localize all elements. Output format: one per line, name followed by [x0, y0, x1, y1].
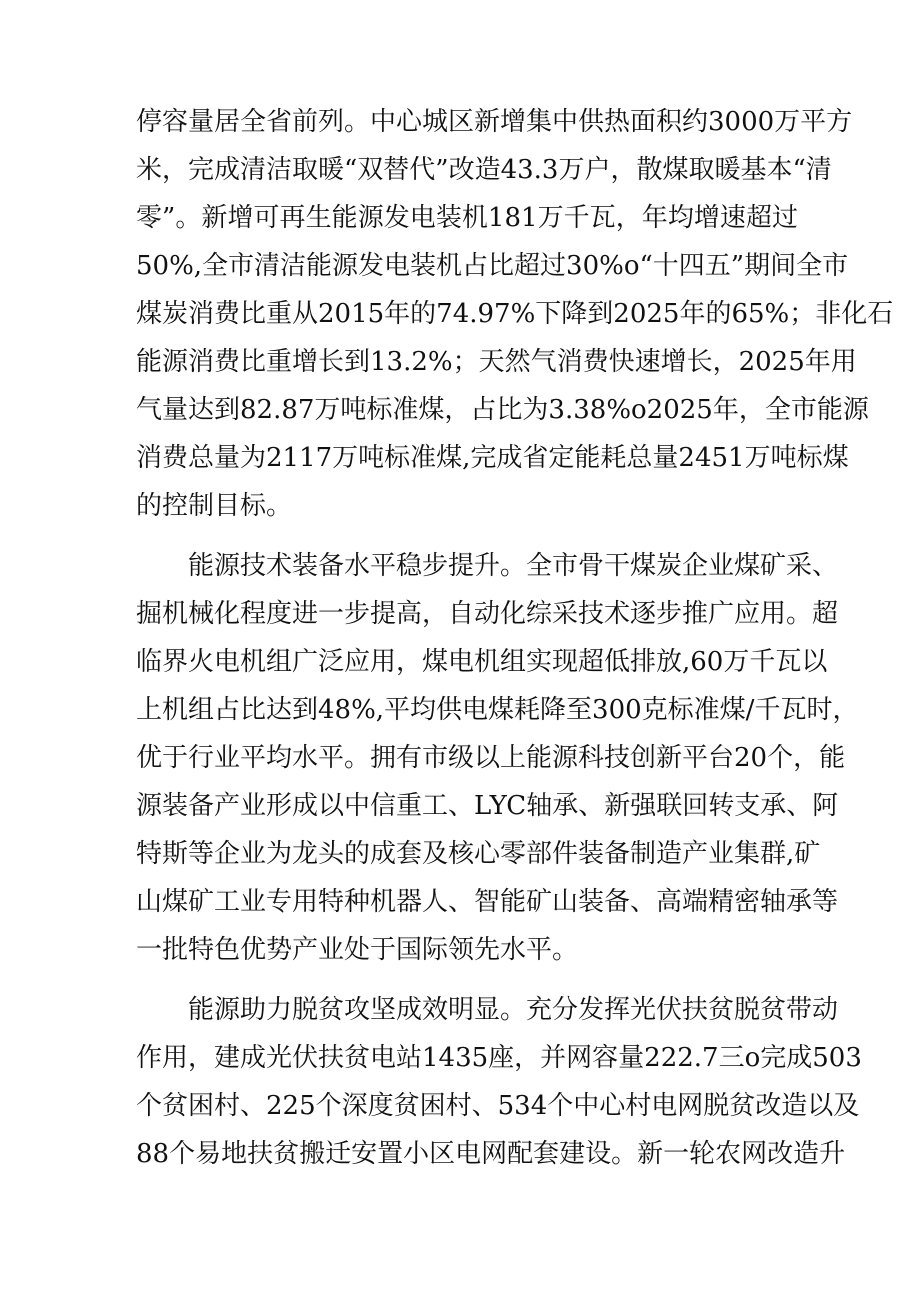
paragraph-1: [136, 98, 894, 530]
text-line: 优于行业平均水平。拥有市级以上能源科技创新平台20个，能: [136, 743, 846, 773]
text-line: 停容量居全省前列。中心城区新增集中供热面积约3000万平方: [136, 107, 853, 137]
text-line: 能源技术装备水平稳步提升。全市骨干煤炭企业煤矿采、: [188, 551, 839, 581]
text-line: 作用，建成光伏扶贫电站1435座，并网容量222.7三o完成503: [136, 1043, 862, 1073]
text-line: 米，完成清洁取暖“双替代”改造43.3万户，散煤取暖基本“清: [136, 155, 832, 185]
text-line: 的控制目标。: [136, 491, 293, 521]
paragraph-gap: [136, 530, 798, 542]
text-line: 煤炭消费比重从2015年的74.97%下降到2025年的65%；非化石: [136, 299, 894, 329]
text-line: 临界火电机组广泛应用，煤电机组实现超低排放,60万千瓦以: [136, 647, 828, 677]
text-line: 气量达到82.87万吨标准煤，占比为3.38%o2025年，全市能源: [136, 395, 869, 425]
text-line: 能源助力脱贫攻坚成效明显。充分发挥光伏扶贫脱贫带动: [188, 995, 839, 1025]
text-line: 源装备产业形成以中信重工、LYC轴承、新强联回转支承、阿: [136, 791, 839, 821]
text-line: 个贫困村、225个深度贫困村、534个中心村电网脱贫改造以及: [136, 1091, 860, 1121]
text-line: 88个易地扶贫搬迁安置小区电网配套建设。新一轮农网改造升: [136, 1139, 846, 1169]
text-line: 能源消费比重增长到13.2%；天然气消费快速增长，2025年用: [136, 347, 857, 377]
text-line: 山煤矿工业专用特种机器人、智能矿山装备、高端精密轴承等: [136, 887, 839, 917]
text-line: 特斯等企业为龙头的成套及核心零部件装备制造产业集群,矿: [136, 839, 821, 869]
paragraph-3: [136, 986, 862, 1178]
text-line: 零”。新增可再生能源发电装机181万千瓦，年均增速超过: [136, 203, 798, 233]
paragraph-gap: [136, 974, 798, 986]
text-line: 掘机械化程度进一步提高，自动化综采技术逐步推广应用。超: [136, 599, 839, 629]
text-line: 上机组占比达到48%,平均供电煤耗降至300克标准煤/千瓦时，: [136, 695, 859, 725]
paragraph-2: [136, 542, 859, 974]
text-line: 一批特色优势产业处于国际领先水平。: [136, 935, 579, 965]
text-line: 50%,全市清洁能源发电装机占比超过30%o“十四五”期间全市: [136, 251, 849, 281]
document-body: [136, 98, 894, 1178]
text-line: 消费总量为2117万吨标准煤,完成省定能耗总量2451万吨标煤: [136, 443, 849, 473]
